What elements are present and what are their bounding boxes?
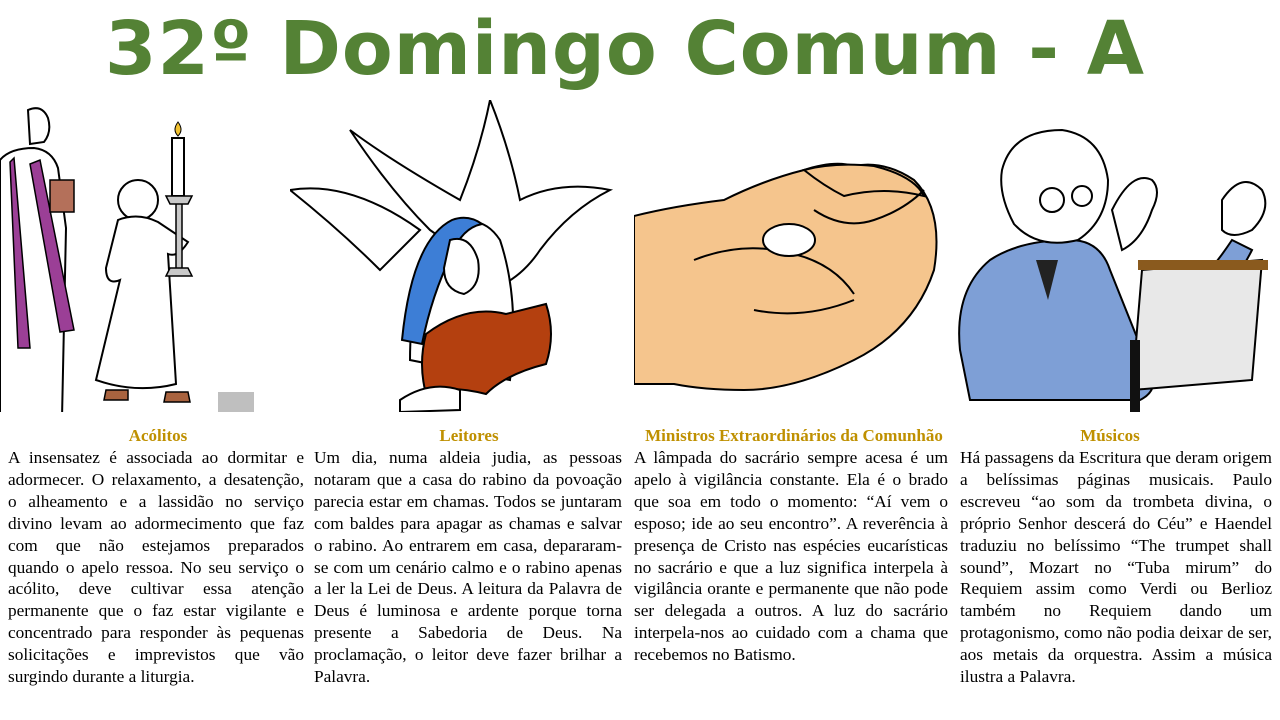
reader-with-dove-illustration [290, 100, 620, 412]
column-text: A lâmpada do sacrário sempre acesa é um apelo à vigilância constante. Ela é o brado que soa em todo o momento: “Aí vem o esposo; ide ao seu encontro”. A reverência à presença de Cristo nas espécies eucarísticas no sacrário e que a luz significa interpela à vigilância orante e permanente que não pode ser delegada a outros. A luz do sacrário interpela-nos ao cuidado com a chama que recebemos no Batismo. [634, 448, 948, 665]
column-text: Há passagens da Escritura que deram origem a belíssimas páginas musicais. Paulo escreveu “ao som da trombeta divina, o próprio Senhor descerá do Céu” e Haendel traduziu no belíssimo “The trumpet shall sound”, Mozart no “Tuba mirum” do Requiem assim como Verdi ou Berlioz também no Requiem dando um protagonismo, como não podia deixar de ser, aos metais da orquestra. Assim a música ilustra a Palavra. [960, 448, 1272, 687]
column-heading: Leitores [439, 426, 499, 445]
hands-receiving-host-illustration [634, 100, 944, 412]
altar-servers-illustration [0, 100, 255, 412]
column-text: Um dia, numa aldeia judia, as pessoas notaram que a casa do rabino da povoação parecia estar em chamas. Todos se juntaram com baldes para apagar as chamas e salvar o rabino. Ao entrarem em casa, depararam-se com um cenário calmo e o rabino apenas a ler la Lei de Deus. A leitura da Palavra de Deus é luminosa e ardente porque torna presente a Sabedoria de Deus. Na proclamação, o leitor deve fazer brilhar a Palavra. [314, 448, 622, 687]
column-heading: Ministros Extraordinários da Comunhão [645, 426, 943, 445]
column-text: A insensatez é associada ao dormitar e adormecer. O relaxamento, a desatenção, o alheamento e a lassidão no serviço divino levam ao adormecimento que faz com que não estejamos preparados quando o apelo ressoa. No seu serviço o acólito, deve cultivar essa atenção permanente que o faz estar vigilante e concentrado para responder às pequenas solicitações e imprevistos que vão surgindo durante a liturgia. [8, 448, 304, 687]
column-heading: Acólitos [128, 426, 188, 445]
column-heading: Músicos [1080, 426, 1140, 445]
conductor-illustration [952, 100, 1280, 412]
page-title: 32º Domingo Comum - A [104, 6, 1146, 92]
